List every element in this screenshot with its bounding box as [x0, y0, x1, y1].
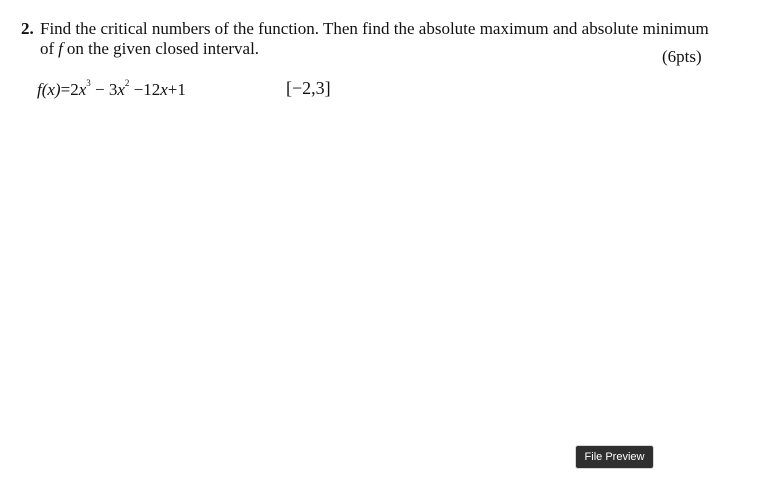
line2-prefix: of: [40, 39, 55, 58]
term2-coef: 3: [108, 80, 118, 99]
problem-number: 2.: [21, 19, 34, 38]
function-name: f: [58, 39, 63, 58]
problem-statement-line2: [40, 39, 259, 59]
term1-coef: 2: [70, 80, 79, 99]
term1-exp: 3: [86, 78, 91, 89]
term3-var: x: [160, 80, 168, 99]
op2: −: [133, 80, 144, 99]
problem-statement-line1: Find the critical numbers of the function. Then find the absolute maximum and absolute minimum: [40, 19, 709, 38]
term4: 1: [177, 80, 186, 99]
term2-exp: 2: [124, 78, 130, 89]
formula-lhs: f(x): [37, 80, 61, 99]
line2-suffix: on the given closed interval.: [66, 39, 260, 58]
closed-interval: [−2,3]: [286, 78, 331, 98]
function-formula: [37, 80, 186, 100]
term2-var: x: [117, 80, 125, 99]
op1: −: [94, 80, 105, 99]
points-label: (6pts): [662, 47, 702, 66]
term1-var: x: [78, 80, 87, 99]
formula-equals: =: [60, 80, 71, 99]
term3-coef: 12: [143, 80, 161, 99]
file-preview-button[interactable]: File Preview: [576, 446, 653, 468]
op3: +: [167, 80, 178, 99]
